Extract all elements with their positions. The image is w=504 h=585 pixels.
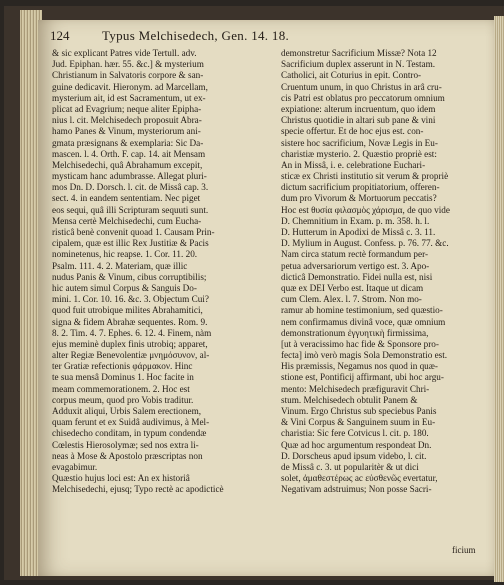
text-line: guine dedicavit. Hieronym. ad Marcellam, xyxy=(52,81,208,92)
text-line: nem confirmamus divinâ voce, quæ omnium xyxy=(281,316,446,327)
text-line: hamo Panes & Vinum, mysteriorum ani- xyxy=(52,126,201,137)
left-column xyxy=(52,48,257,496)
text-line: charistiæ mysterio. 2. Quæstio propriè est: xyxy=(281,148,437,159)
text-line: An in Missâ, i. e. celebratione Euchari- xyxy=(281,159,426,170)
text-line: cipalem, quæ est illic Rex Justitiæ & Pacis xyxy=(52,238,209,249)
page-number: 124 xyxy=(50,28,70,43)
text-line: Jud. Epiphan. hær. 55. &c.] & mysterium xyxy=(52,59,204,70)
text-line: nominetenus, hic reapse. 1. Cor. 11. 20. xyxy=(52,249,198,260)
text-line: Nam circa statum rectè formandum per- xyxy=(281,249,429,260)
text-line: D. Chemnitium in Exam. p. m. 358. h. l. xyxy=(281,215,430,226)
text-line: specie offertur. Et de hoc ejus est. con- xyxy=(281,126,424,137)
text-line: mysticam hanc adumbrasse. Allegat pluri- xyxy=(52,171,207,182)
text-line: alter Regiæ Benevolentiæ μνημόσυνον, al- xyxy=(52,350,210,361)
text-line: sticæ ex Christi institutio sit verum & propriè xyxy=(281,171,449,182)
text-line: quæ ex DEI Verbo est. Itaque ut dicam xyxy=(281,282,424,293)
text-line: [ut à veracissimo hac fide & Sponsore pro- xyxy=(281,338,439,349)
text-line: de Missâ c. 3. ut popularitèr & ut dici xyxy=(281,461,419,472)
text-line: dum pro Vivorum & Mortuorum peccatis? xyxy=(281,193,437,204)
text-line: Melchisedechi, quâ Abrahamum excepit, xyxy=(52,159,203,170)
text-line: neas à Mose & Apostolo præscriptas non xyxy=(52,450,203,461)
text-line: Negativam adstruimus; Non posse Sacri- xyxy=(281,484,432,495)
text-line: mascen. l. 4. Orth. F. cap. 14. ait Mensam xyxy=(52,148,206,159)
text-line: Christus quotidie in altari sub pane & vini xyxy=(281,115,436,126)
text-line: meam commemorationem. 2. Hoc est xyxy=(52,383,190,394)
text-line: charistia: Sic fere Cotvicus l. cit. p. 180. xyxy=(281,428,429,439)
text-line: mos Dn. D. Dorsch. l. cit. de Missâ cap. 3. xyxy=(52,182,209,193)
text-line: dictum sacrificium propitiatorium, offeren- xyxy=(281,182,440,193)
text-line: ramur ab homine testimonium, sed quæstio- xyxy=(281,305,443,316)
text-line: Psalm. 111. 4. 2. Materiam, quæ illic xyxy=(52,260,188,271)
text-line: hic autem simul Corpus & Sanguis Do- xyxy=(52,282,197,293)
text-line: mysterium ait, id est Sacramentum, ut ex- xyxy=(52,92,206,103)
text-line: Catholici, ait Coturius in epit. Contro- xyxy=(281,70,422,81)
text-line: D. Dorscheus apud ipsum videbo, l. cit. xyxy=(281,450,427,461)
text-line: corpus meum, quod pro Vobis traditur. xyxy=(52,394,194,405)
text-line: ejus meminè duplex finis utrobiq; apparet, xyxy=(52,338,208,349)
text-line: cis Patri est oblatus pro peccatorum omnium xyxy=(281,92,445,103)
text-line: signa & fidem Abrahæ sequentes. Rom. 9. xyxy=(52,316,208,327)
text-line: Quæ ad hoc argumentum respondeat Dn. xyxy=(281,439,432,450)
text-line: demonstrationum ἐγγυητικὴ firmissima, xyxy=(281,327,429,338)
text-line: & Vini Corpus & Sanguinem suum in Eu- xyxy=(281,417,436,428)
text-line: mini. 1. Cor. 10. 16. &c. 3. Objectum Cui? xyxy=(52,294,209,305)
text-line: evagabimur. xyxy=(52,461,98,472)
text-line: gmata præsignans & exemplaria: Sic Da- xyxy=(52,137,204,148)
text-line: petua adversariorum vertigo est. 3. Apo- xyxy=(281,260,430,271)
text-line: plicat ad Evagrium; neque aliter Epipha- xyxy=(52,103,202,114)
text-line: sect. 4. in eandem sententiam. Nec piget xyxy=(52,193,201,204)
text-line: expiatione: alterum incruentum, quo idem xyxy=(281,103,436,114)
text-line: His præmissis, Negamus nos quod in quæ- xyxy=(281,361,438,372)
text-line: 8. 2. Tim. 4. 7. Ephes. 6. 12. 4. Finem, nàm xyxy=(52,327,212,338)
text-line: Mensa certè Melchisedechi, cum Eucha- xyxy=(52,215,202,226)
text-line: Quæstio hujus loci est: An ex historiâ xyxy=(52,473,190,484)
text-line: cum Clem. Alex. l. 7. Strom. Non mo- xyxy=(281,294,422,305)
text-line: D. Hutterum in Apodixi de Missâ c. 3. 11. xyxy=(281,227,436,237)
text-line: te sua mensâ Dominus 1. Hoc facite in xyxy=(52,372,194,383)
text-line: fecta] imò verò magis Sola Demonstratio est. xyxy=(281,350,448,361)
text-line: demonstretur Sacrificium Missæ? Nota 12 xyxy=(281,48,437,58)
text-line: Christianum in Salvatoris corpore & san- xyxy=(52,70,204,81)
text-line: Cruentum unum, in quo Christus in arâ cru- xyxy=(281,81,442,92)
text-line: stum. Melchisedech obtulit Panem & xyxy=(281,394,418,405)
catchword: ficium xyxy=(452,545,476,555)
text-line: solet, ἀμαθεστέρως ac εὐσθενῶς evertatur, xyxy=(281,473,438,484)
text-line: sistere hoc sacrificium, Novæ Legis in Eu- xyxy=(281,137,438,148)
text-line: stione est, Pontificij affirmant, ubi hoc argu- xyxy=(281,372,444,383)
text-line: Hoc est θυσία φιλασμὸς χάρισμα, de quo vide xyxy=(281,204,450,215)
page-edges-right xyxy=(494,16,504,582)
running-head xyxy=(50,28,490,46)
text-line: mento: Melchisedech præfiguravit Chri- xyxy=(281,383,430,394)
text-line: D. Mylium in August. Confess. p. 76. 77. &c. xyxy=(281,238,449,249)
text-line: Cœlestis Hierosolymæ; sed nos extra li- xyxy=(52,439,199,450)
text-line: Vinum. Ergo Christus sub speciebus Panis xyxy=(281,406,437,416)
text-line: Adduxit aliqui, Urbis Salem erectionem, xyxy=(52,406,202,416)
text-line: quod fuit utrobique milites Abrahamitici, xyxy=(52,305,203,316)
text-line: risticâ benè convenit quoad 1. Causam Prin- xyxy=(52,227,215,237)
text-line: & sic explicant Patres vide Tertull. adv. xyxy=(52,48,197,58)
text-line: chisedecho conditam, in typum condendæ xyxy=(52,428,207,439)
text-line: dicticâ Demonstratio. Fidei nulla est, nisi xyxy=(281,271,433,282)
text-line: nudus Panis & Vinum, cibus corruptibilis; xyxy=(52,271,207,282)
text-line: Sacrificium duplex asserunt in N. Testam. xyxy=(281,59,436,70)
right-column xyxy=(281,48,488,496)
text-line: nius l. cit. Melchisedech proposuit Abra- xyxy=(52,115,202,126)
running-title: Typus Melchisedech, Gen. 14. 18. xyxy=(102,28,290,43)
text-line: eos sequi, quâ illi Scripturam sequuti sunt. xyxy=(52,204,209,215)
text-line: ter Gratiæ refectionis φάρμακον. Hinc xyxy=(52,361,193,372)
text-line: quam ferunt et ex Suidâ audivimus, à Mel- xyxy=(52,417,210,428)
text-line: Melchisedechi, ejusq; Typo rectè ac apodicticè xyxy=(52,484,224,495)
